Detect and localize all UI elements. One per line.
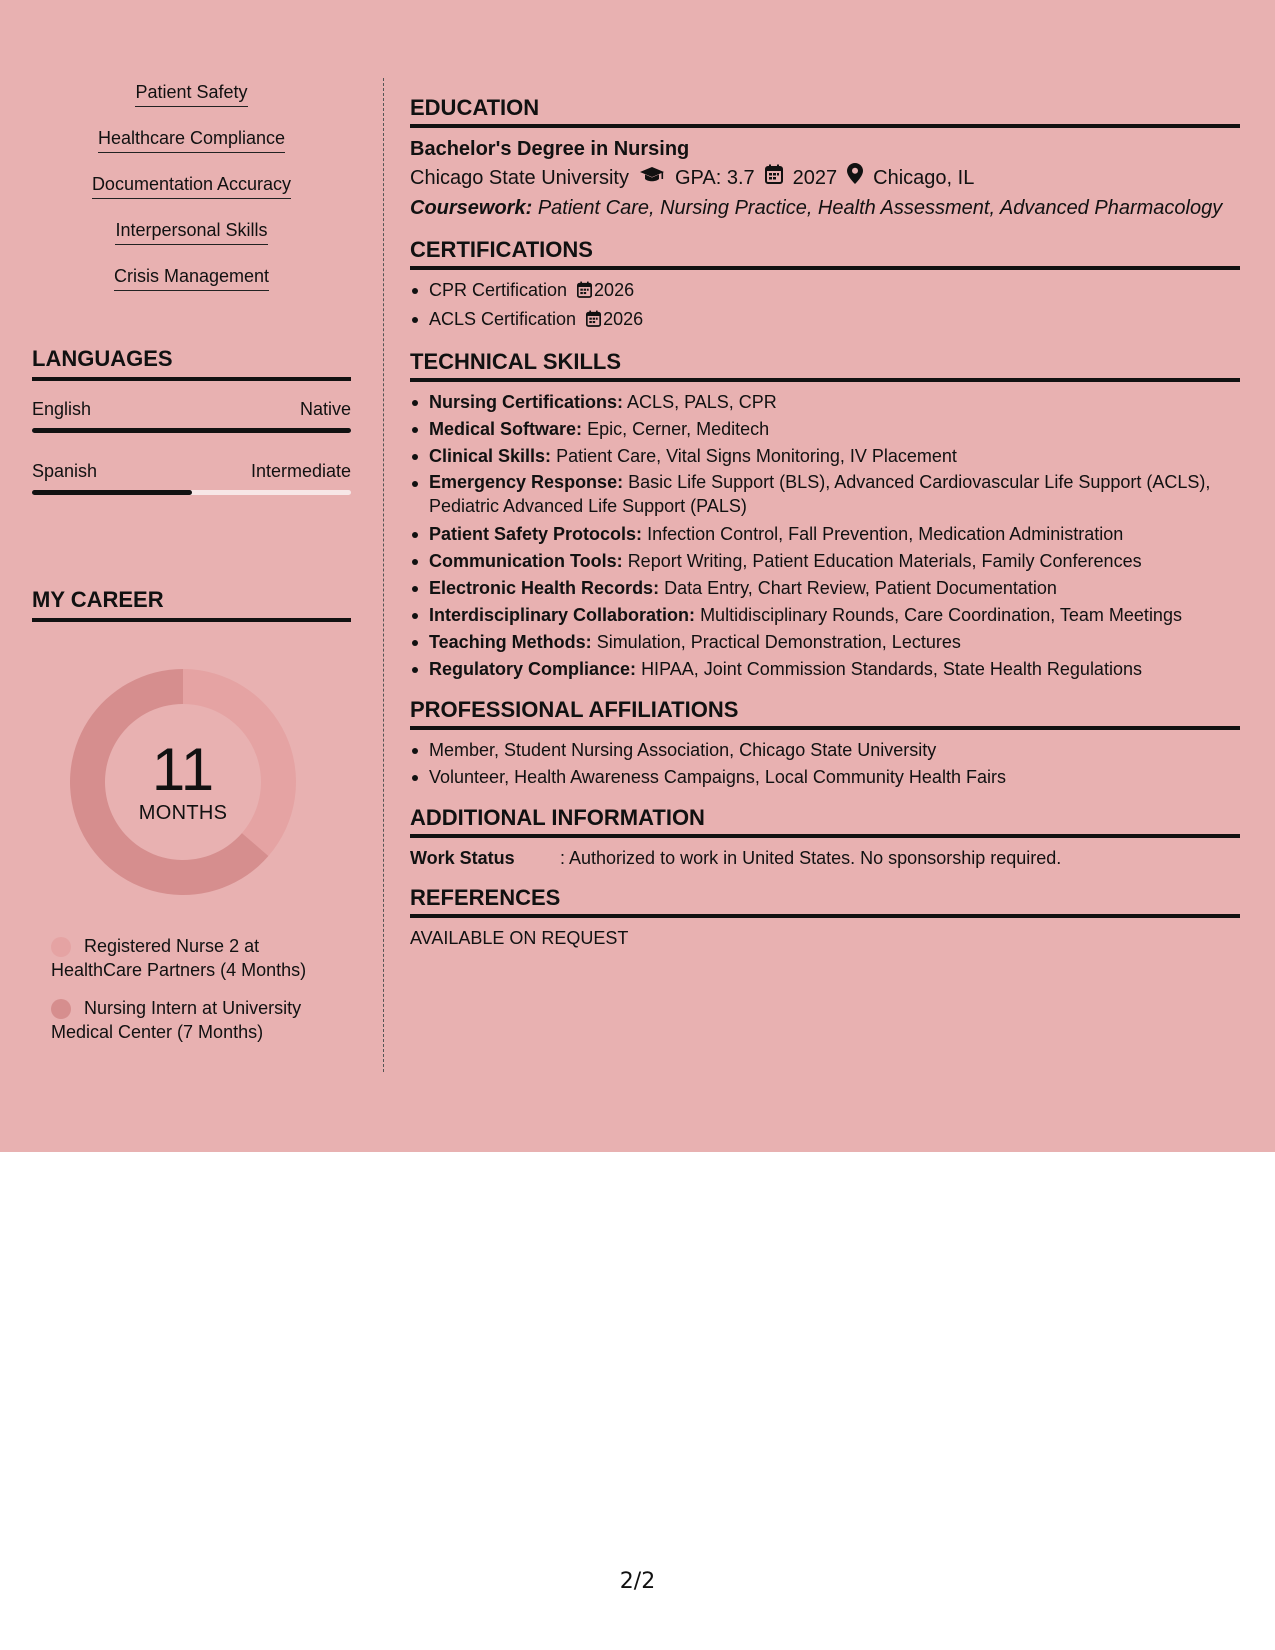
- list-item: Volunteer, Health Awareness Campaigns, Local Community Health Fairs: [410, 764, 1240, 791]
- work-status-label: Work Status: [410, 848, 515, 868]
- list-item: [410, 602, 1240, 629]
- degree-title: Bachelor's Degree in Nursing: [410, 138, 690, 160]
- list-item: [410, 389, 1240, 416]
- education-details: [410, 163, 1240, 193]
- languages-heading: LANGUAGES: [32, 345, 351, 381]
- skill-value: Epic, Cerner, Meditech: [587, 419, 770, 439]
- skill-label: Teaching Methods:: [429, 632, 592, 652]
- legend-item: [51, 934, 351, 982]
- gpa: GPA: 3.7: [674, 167, 755, 189]
- career-heading: MY CAREER: [32, 586, 351, 622]
- skill-label: Regulatory Compliance:: [429, 659, 637, 679]
- career-section: [32, 586, 351, 1058]
- skill-value: Simulation, Practical Demonstration, Lectures: [596, 632, 961, 652]
- affiliations-heading: PROFESSIONAL AFFILIATIONS: [410, 697, 1240, 730]
- additional-info-heading: ADDITIONAL INFORMATION: [410, 805, 1240, 838]
- right-column: [410, 95, 1240, 965]
- legend-dot: [51, 999, 71, 1019]
- skill-label: Medical Software:: [429, 419, 583, 439]
- strength-item: Interpersonal Skills: [115, 218, 267, 245]
- language-spanish: [32, 459, 351, 495]
- additional-info-section: [410, 805, 1240, 871]
- list-item: Member, Student Nursing Association, Chicago State University: [410, 737, 1240, 764]
- school-location: Chicago, IL: [873, 167, 975, 189]
- graduation-cap-icon: [639, 163, 665, 193]
- total-months-number: 11: [151, 736, 215, 803]
- skill-value: Data Entry, Chart Review, Patient Documentation: [664, 578, 1057, 598]
- language-name: English: [32, 399, 92, 419]
- certification-name: CPR Certification: [429, 280, 568, 300]
- strength-item: Documentation Accuracy: [92, 172, 291, 199]
- coursework-label: Coursework:: [410, 197, 533, 219]
- strength-item: Patient Safety: [135, 80, 247, 107]
- school-name: Chicago State University: [410, 167, 629, 189]
- list-item: [410, 306, 1240, 335]
- references-section: [410, 885, 1240, 951]
- legend-dot: [51, 937, 71, 957]
- language-level: Intermediate: [250, 461, 351, 481]
- list-item: [410, 629, 1240, 656]
- work-status-value: : Authorized to work in United States. No sponsorship required.: [560, 848, 1062, 868]
- legend-label: Registered Nurse 2 at HealthCare Partners (4 Months): [51, 936, 307, 980]
- skill-label: Emergency Response:: [429, 472, 624, 492]
- skill-value: Infection Control, Fall Prevention, Medication Administration: [647, 524, 1124, 544]
- certification-year: 2026: [594, 280, 635, 300]
- language-proficiency-fill: [32, 428, 351, 433]
- skill-label: Electronic Health Records:: [429, 578, 660, 598]
- education-heading: EDUCATION: [410, 95, 1240, 128]
- list-item: [410, 575, 1240, 602]
- references-heading: REFERENCES: [410, 885, 1240, 918]
- page-number: 2/2: [619, 1569, 656, 1594]
- certifications-heading: CERTIFICATIONS: [410, 237, 1240, 270]
- language-english: [32, 397, 351, 433]
- affiliations-section: [410, 697, 1240, 791]
- work-status-row: [410, 845, 1240, 871]
- certification-year: 2026: [603, 309, 644, 329]
- list-item: [410, 470, 1240, 518]
- certification-name: ACLS Certification: [429, 309, 577, 329]
- total-months-unit: MONTHS: [138, 802, 228, 824]
- skill-value: Patient Care, Vital Signs Monitoring, IV Placement: [556, 446, 957, 466]
- technical-skills-list: [410, 389, 1240, 683]
- certifications-section: [410, 237, 1240, 335]
- language-proficiency-bar: [32, 428, 351, 433]
- list-item: [410, 443, 1240, 470]
- list-item: [410, 521, 1240, 548]
- career-donut-chart: [63, 662, 303, 902]
- skill-label: Clinical Skills:: [429, 446, 552, 466]
- career-legend: [32, 934, 351, 1044]
- list-item: [410, 416, 1240, 443]
- references-text: AVAILABLE ON REQUEST: [410, 928, 629, 948]
- strength-item: Healthcare Compliance: [98, 126, 285, 153]
- language-proficiency-fill: [32, 490, 192, 495]
- language-level: Native: [299, 399, 351, 419]
- left-column: [32, 80, 351, 1042]
- calendar-icon: [765, 163, 783, 193]
- list-item: [410, 656, 1240, 683]
- strength-item: Crisis Management: [114, 264, 269, 291]
- skill-value: HIPAA, Joint Commission Standards, State Health Regulations: [641, 659, 1142, 679]
- technical-skills-section: [410, 349, 1240, 683]
- skill-label: Interdisciplinary Collaboration:: [429, 605, 696, 625]
- legend-label: Nursing Intern at University Medical Center (7 Months): [51, 998, 302, 1042]
- coursework: [410, 193, 1240, 223]
- skill-label: Communication Tools:: [429, 551, 623, 571]
- strengths-list: [32, 80, 351, 310]
- list-item: [410, 548, 1240, 575]
- calendar-icon: [586, 308, 601, 335]
- skill-value: Report Writing, Patient Education Materials, Family Conferences: [627, 551, 1142, 571]
- technical-skills-heading: TECHNICAL SKILLS: [410, 349, 1240, 382]
- language-name: Spanish: [32, 461, 98, 481]
- skill-label: Nursing Certifications:: [429, 392, 624, 412]
- coursework-list: Patient Care, Nursing Practice, Health Assessment, Advanced Pharmacology: [537, 197, 1223, 219]
- skill-label: Patient Safety Protocols:: [429, 524, 643, 544]
- skill-value: Basic Life Support (BLS), Advanced Cardiovascular Life Support (ACLS), Pediatric Advanced Life Support (PALS): [429, 472, 1211, 516]
- affiliations-list: [410, 737, 1240, 791]
- graduation-year: 2027: [792, 167, 838, 189]
- certifications-list: [410, 277, 1240, 335]
- location-pin-icon: [847, 163, 863, 193]
- language-proficiency-bar: [32, 490, 351, 495]
- education-section: [410, 95, 1240, 223]
- languages-section: [32, 345, 351, 495]
- skill-value: ACLS, PALS, CPR: [627, 392, 777, 412]
- calendar-icon: [577, 279, 592, 306]
- list-item: [410, 277, 1240, 306]
- skill-value: Multidisciplinary Rounds, Care Coordination, Team Meetings: [700, 605, 1182, 625]
- column-divider: [383, 78, 384, 1072]
- donut-center: [63, 662, 303, 902]
- legend-item: [51, 996, 351, 1044]
